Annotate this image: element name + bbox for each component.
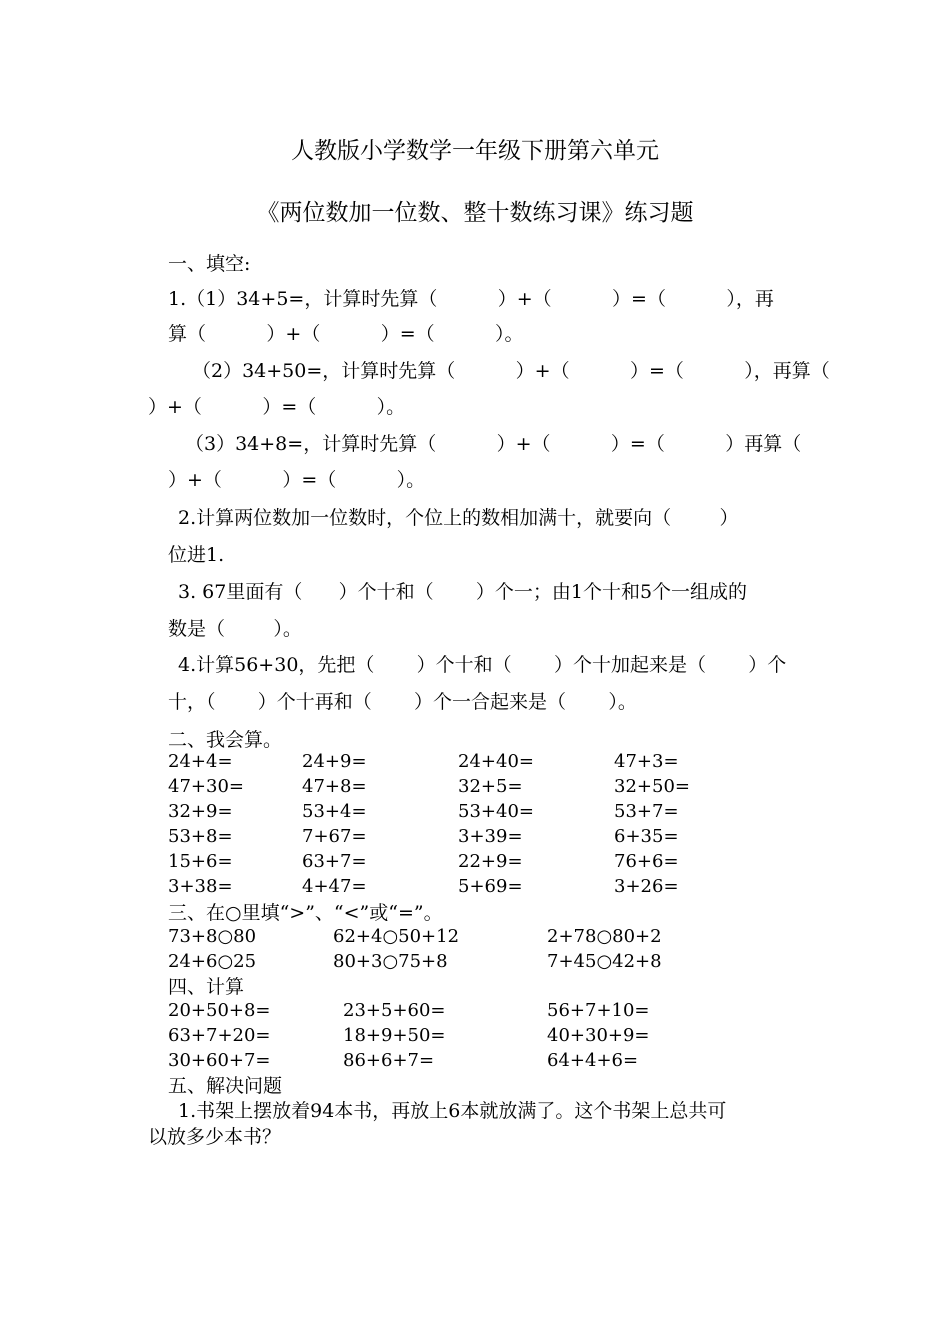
exercise-item: 53+4= bbox=[302, 801, 367, 822]
exercise-item: 40+30+9= bbox=[547, 1025, 650, 1046]
exercise-item: 5+69= bbox=[458, 876, 523, 897]
exercise-item: 24+9= bbox=[302, 751, 367, 772]
exercise-item: 20+50+8= bbox=[168, 1000, 271, 1021]
q2-line2: 位进1. bbox=[168, 544, 225, 566]
exercise-item: 2+78○80+2 bbox=[547, 926, 662, 947]
exercise-item: 7+45○42+8 bbox=[547, 951, 662, 972]
exercise-item: 32+50= bbox=[614, 776, 690, 797]
exercise-item: 24+40= bbox=[458, 751, 534, 772]
exercise-item: 64+4+6= bbox=[547, 1050, 639, 1071]
exercise-item: 24+6○25 bbox=[168, 951, 257, 972]
exercise-item: 24+4= bbox=[168, 751, 233, 772]
exercise-item: 76+6= bbox=[614, 851, 679, 872]
exercise-item: 63+7= bbox=[302, 851, 367, 872]
q3-line2: 数是（ ）。 bbox=[168, 618, 302, 640]
exercise-item: 6+35= bbox=[614, 826, 679, 847]
exercise-item: 32+5= bbox=[458, 776, 523, 797]
q3-line1: 3. 67里面有（ ）个十和（ ）个一；由1个十和5个一组成的 bbox=[178, 581, 748, 603]
section-1-heading: 一、填空: bbox=[168, 253, 251, 275]
exercise-item: 23+5+60= bbox=[343, 1000, 446, 1021]
exercise-item: 62+4○50+12 bbox=[333, 926, 460, 947]
q1-part2-line1: （2）34+50=，计算时先算（ ）+（ ）=（ ），再算（ bbox=[192, 360, 830, 382]
q1-part3-line2: ）+（ ）=（ ）。 bbox=[168, 469, 426, 491]
section-2-heading: 二、我会算。 bbox=[168, 729, 283, 751]
exercise-item: 4+47= bbox=[302, 876, 367, 897]
q4-line1: 4.计算56+30，先把（ ）个十和（ ）个十加起来是（ ）个 bbox=[178, 654, 787, 676]
exercise-item: 53+40= bbox=[458, 801, 534, 822]
problem-1-line2: 以放多少本书？ bbox=[148, 1126, 282, 1148]
q1-part1-line1: 1.（1）34+5=，计算时先算（ ）+（ ）=（ ），再 bbox=[168, 288, 774, 310]
exercise-item: 63+7+20= bbox=[168, 1025, 271, 1046]
q4-line2: 十，（ ）个十再和（ ）个一合起来是（ ）。 bbox=[168, 691, 637, 713]
problem-1-line1: 1.书架上摆放着94本书，再放上6本就放满了。这个书架上总共可 bbox=[178, 1100, 727, 1122]
page-title: 人教版小学数学一年级下册第六单元 bbox=[291, 138, 659, 164]
q1-part3-line1: （3）34+8=，计算时先算（ ）+（ ）=（ ）再算（ bbox=[185, 433, 802, 455]
exercise-item: 80+3○75+8 bbox=[333, 951, 448, 972]
exercise-item: 32+9= bbox=[168, 801, 233, 822]
section-4-heading: 四、计算 bbox=[168, 976, 245, 998]
exercise-item: 47+30= bbox=[168, 776, 244, 797]
exercise-item: 3+38= bbox=[168, 876, 233, 897]
q1-part2-line2: ）+（ ）=（ ）。 bbox=[148, 396, 406, 418]
exercise-item: 30+60+7= bbox=[168, 1050, 271, 1071]
exercise-item: 86+6+7= bbox=[343, 1050, 435, 1071]
exercise-item: 47+8= bbox=[302, 776, 367, 797]
exercise-item: 56+7+10= bbox=[547, 1000, 650, 1021]
exercise-item: 15+6= bbox=[168, 851, 233, 872]
exercise-item: 53+7= bbox=[614, 801, 679, 822]
exercise-item: 18+9+50= bbox=[343, 1025, 446, 1046]
page-subtitle: 《两位数加一位数、整十数练习课》练习题 bbox=[256, 200, 694, 226]
exercise-item: 47+3= bbox=[614, 751, 679, 772]
exercise-item: 53+8= bbox=[168, 826, 233, 847]
exercise-item: 73+8○80 bbox=[168, 926, 257, 947]
exercise-item: 22+9= bbox=[458, 851, 523, 872]
exercise-item: 7+67= bbox=[302, 826, 367, 847]
exercise-item: 3+39= bbox=[458, 826, 523, 847]
exercise-item: 3+26= bbox=[614, 876, 679, 897]
section-3-heading: 三、在○里填“>”、“<”或“=”。 bbox=[168, 902, 443, 924]
q1-part1-line2: 算（ ）+（ ）=（ ）。 bbox=[168, 323, 524, 345]
q2-line1: 2.计算两位数加一位数时，个位上的数相加满十，就要向（ ） bbox=[178, 507, 739, 529]
section-5-heading: 五、解决问题 bbox=[168, 1075, 283, 1097]
